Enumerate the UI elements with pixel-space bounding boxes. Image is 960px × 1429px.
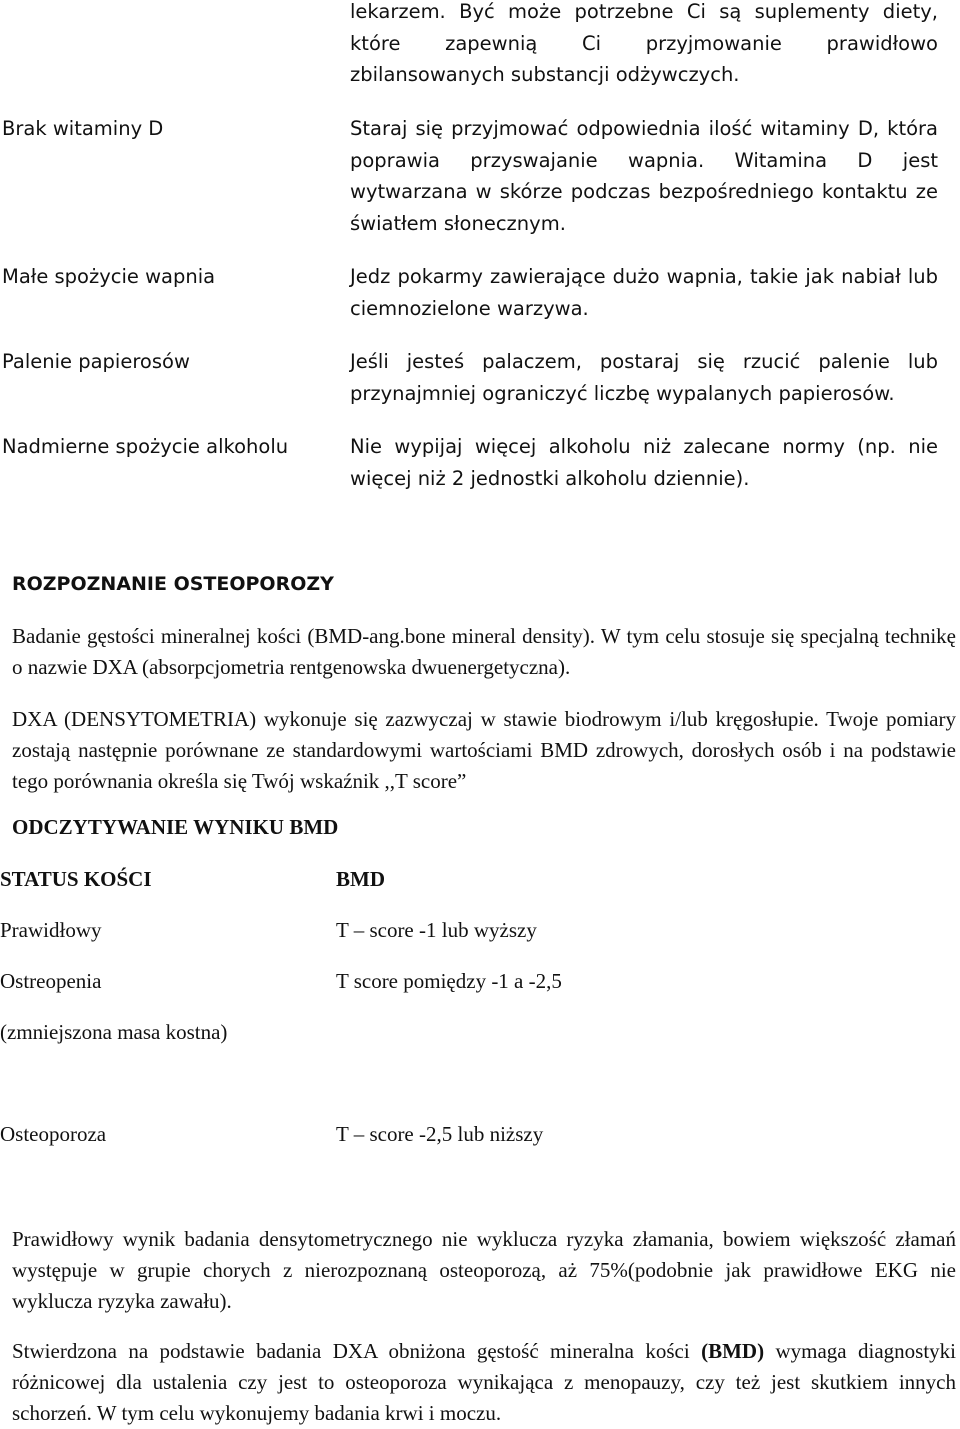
- bmd-value-cell: T – score -2,5 lub niższy: [336, 1122, 544, 1146]
- bmd-reading-heading: ODCZYTYWANIE WYNIKU BMD: [12, 815, 339, 839]
- closing-paragraph-2-end: wymaga diagnostyki różnicowej dla ustalenia czy jest to osteoporoza wynikająca z menopauzy, czy też jest skutkiem innych schorzeń. W tym celu wykonujemy badania krwi i moczu.: [12, 1339, 956, 1425]
- bmd-status-cell: Prawidłowy: [0, 918, 102, 942]
- bmd-status-note: (zmniejszona masa kostna): [0, 1020, 228, 1044]
- diagnosis-heading: ROZPOZNANIE OSTEOPOROZY: [12, 573, 334, 595]
- bmd-value-cell: T score pomiędzy -1 a -2,5: [336, 969, 562, 993]
- closing-paragraph-2-bmd: (BMD): [701, 1339, 765, 1363]
- top-continuation-text: lekarzem. Być może potrzebne Ci są suplementy diety, które zapewnią Ci przyjmowanie prawidłowo zbilansowanych substancji odżywczych.: [350, 0, 938, 86]
- bmd-status-cell: Osteoporoza: [0, 1122, 107, 1146]
- bmd-table-header-status: STATUS KOŚCI: [0, 867, 152, 891]
- risk-factor-advice: Jeśli jesteś palaczem, postaraj się rzucić palenie lub przynajmniej ograniczyć liczbę wypalanych papierosów.: [350, 350, 938, 405]
- diagnosis-paragraph-2: DXA (DENSYTOMETRIA) wykonuje się zazwyczaj w stawie biodrowym i/lub kręgosłupie. Twoje pomiary zostają następnie porównane ze standardowymi wartościami BMD zdrowych, dorosłych osób i na podstawie tego porównania określa się Twój wskaźnik ,,T score”: [12, 707, 956, 793]
- risk-factor-name: Brak witaminy D: [2, 117, 164, 140]
- closing-paragraph-2-start: Stwierdzona na podstawie badania DXA obniżona gęstość mineralna kości: [12, 1339, 702, 1363]
- risk-factor-advice: Staraj się przyjmować odpowiednia ilość witaminy D, która poprawia przyswajanie wapnia. Witamina D jest wytwarzana w skórze podczas bezpośredniego kontaktu ze światłem słonecznym.: [350, 117, 938, 235]
- diagnosis-paragraph-1: Badanie gęstości mineralnej kości (BMD-ang.bone mineral density). W tym celu stosuje się specjalną technikę o nazwie DXA (absorpcjometria rentgenowska dwuenergetyczna).: [12, 624, 956, 679]
- closing-paragraph-1: Prawidłowy wynik badania densytometrycznego nie wyklucza ryzyka złamania, bowiem większość złamań występuje w grupie chorych z nierozpoznaną osteoporozą, aż 75%(podobnie jak prawidłowe EKG nie wyklucza ryzyka zawału).: [12, 1227, 956, 1313]
- bmd-value-cell: T – score -1 lub wyższy: [336, 918, 537, 942]
- risk-factor-advice: Jedz pokarmy zawierające dużo wapnia, takie jak nabiał lub ciemnozielone warzywa.: [350, 265, 938, 320]
- closing-paragraph-2: [12, 1336, 956, 1429]
- risk-factor-name: Palenie papierosów: [2, 350, 190, 373]
- risk-factor-advice: Nie wypijaj więcej alkoholu niż zalecane normy (np. nie więcej niż 2 jednostki alkoholu dziennie).: [350, 435, 938, 490]
- bmd-table-header-bmd: BMD: [336, 867, 385, 891]
- risk-factor-name: Małe spożycie wapnia: [2, 265, 216, 288]
- risk-factor-name: Nadmierne spożycie alkoholu: [2, 435, 289, 458]
- bmd-status-cell: Ostreopenia: [0, 969, 102, 993]
